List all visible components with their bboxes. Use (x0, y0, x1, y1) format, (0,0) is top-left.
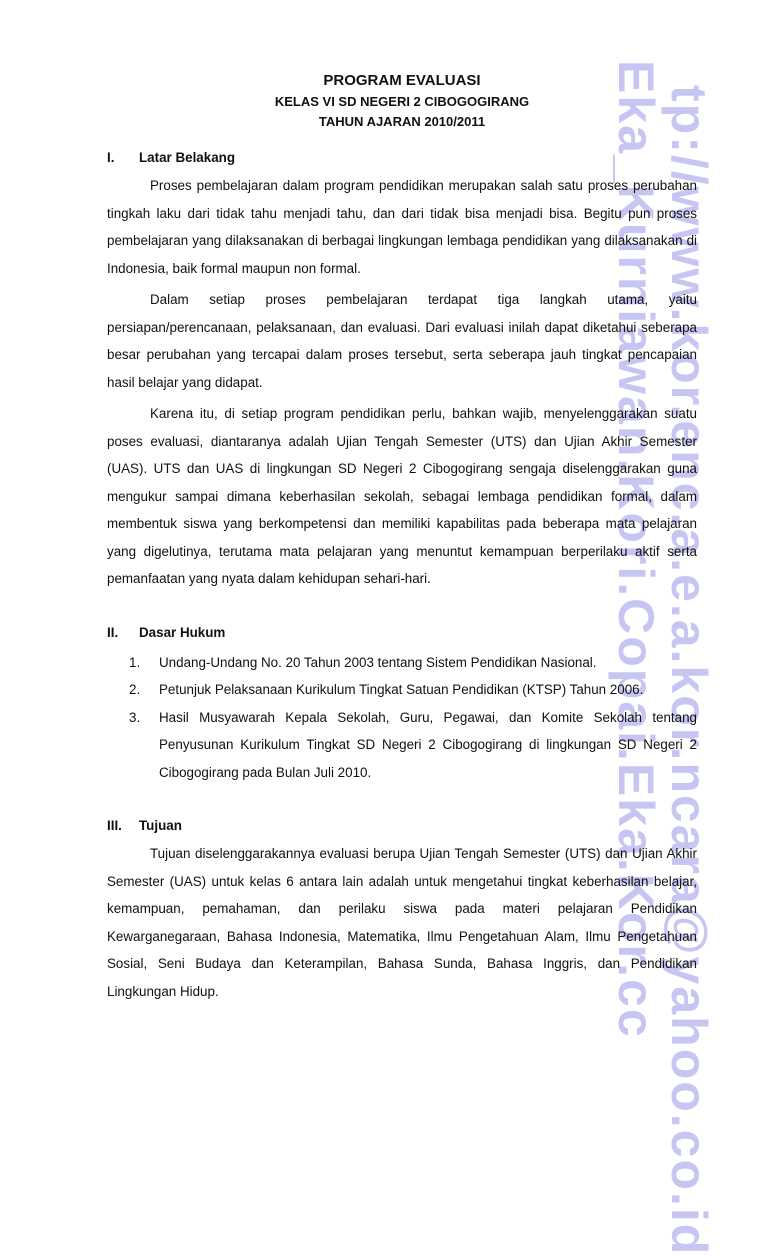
section-title: Tujuan (139, 818, 182, 833)
list-item (107, 704, 697, 787)
section-heading-dasar-hukum (107, 623, 697, 643)
list-text: Petunjuk Pelaksanaan Kurikulum Tingkat Satuan Pendidikan (KTSP) Tahun 2006. (159, 682, 644, 697)
paragraph: Tujuan diselenggarakannya evaluasi berupa Ujian Tengah Semester (UTS) dan Ujian Akhir Semester (UAS) untuk kelas 6 antara lain adalah untuk mengetahui tingkat keberhasilan belajar, kemampuan, pemahaman, dan perilaku siswa pada materi pelajaran Pendidikan Kewarganegaraan, Bahasa Indonesia, Matematika, Ilmu Pengetahuan Alam, Ilmu Pengetahuan Sosial, Seni Budaya dan Keterampilan, Bahasa Sunda, Bahasa Inggris, dan Pendidikan Lingkungan Hidup. (107, 846, 697, 999)
list-number: 2. (129, 682, 141, 697)
paragraph: Proses pembelajaran dalam program pendidikan merupakan salah satu proses perubahan tingkah laku dari tidak tahu menjadi tahu, dan dari tidak bisa menjadi bisa. Begitu pun proses pembelajaran yang dilaksanakan di berbagai lingkungan lembaga pendidikan yang dilaksanakan di Indonesia, baik formal maupun non formal. (107, 178, 697, 276)
section-number: I. (107, 150, 115, 165)
document-content (107, 70, 697, 1005)
watermark-line-1: Eka_Kurniawan.Kori.Copai.Eka.Kor.cc (608, 60, 664, 1039)
section-title: Dasar Hukum (139, 624, 226, 640)
document-subtitle-class: KELAS VI SD NEGERI 2 CIBOGOGIRANG (274, 94, 530, 109)
section-number: III. (107, 818, 122, 833)
section-title: Latar Belakang (139, 150, 236, 165)
legal-basis-list (107, 649, 697, 787)
section-heading-tujuan (107, 816, 697, 836)
list-number: 1. (129, 654, 141, 670)
list-number: 3. (129, 709, 141, 725)
list-text: Hasil Musyawarah Kepala Sekolah, Guru, Pegawai, dan Komite Sekolah tentang Penyusunan Kurikulum Tingkat SD Negeri 2 Cibogogirang di lingkungan SD Negeri 2 Cibogogirang pada Bulan Juli 2010. (159, 709, 697, 780)
watermark-line-2: tp://www.kor.enc.a.e.a.kor.ncara@yahoo.co.id (661, 85, 717, 1256)
list-item (107, 649, 697, 677)
paragraph: Karena itu, di setiap program pendidikan perlu, bahkan wajib, menyelenggarakan suatu poses evaluasi, diantaranya adalah Ujian Tengah Semester (UTS) dan Ujian Akhir Semester (UAS). UTS dan UAS di lingkungan SD Negeri 2 Cibogogirang sengaja diselenggarakan guna mengukur sampai dimana keberhasilan sekolah, sebagai lembaga pendidikan formal, dalam membentuk siswa yang berkompetensi dan memiliki kapabilitas pada beberapa mata pelajaran yang digelutinya, terutama mata pelajaran yang menuntut kemampuan berperilaku aktif serta pemanfaatan yang nyata dalam kehidupan sehari-hari. (107, 406, 697, 586)
section-heading-latar-belakang (107, 148, 697, 168)
list-text: Undang-Undang No. 20 Tahun 2003 tentang Sistem Pendidikan Nasional. (159, 654, 597, 670)
document-title: PROGRAM EVALUASI (323, 72, 481, 89)
section-number: II. (107, 624, 119, 640)
document-subtitle-year: TAHUN AJARAN 2010/2011 (318, 114, 486, 129)
list-item (107, 676, 697, 704)
paragraph: Dalam setiap proses pembelajaran terdapat tiga langkah utama, yaitu persiapan/perencanaan, pelaksanaan, dan evaluasi. Dari evaluasi inilah dapat diketahui seberapa besar perubahan yang tercapai dalam proses tersebut, serta seberapa jauh tingkat pencapaian hasil belajar yang didapat. (107, 292, 697, 390)
